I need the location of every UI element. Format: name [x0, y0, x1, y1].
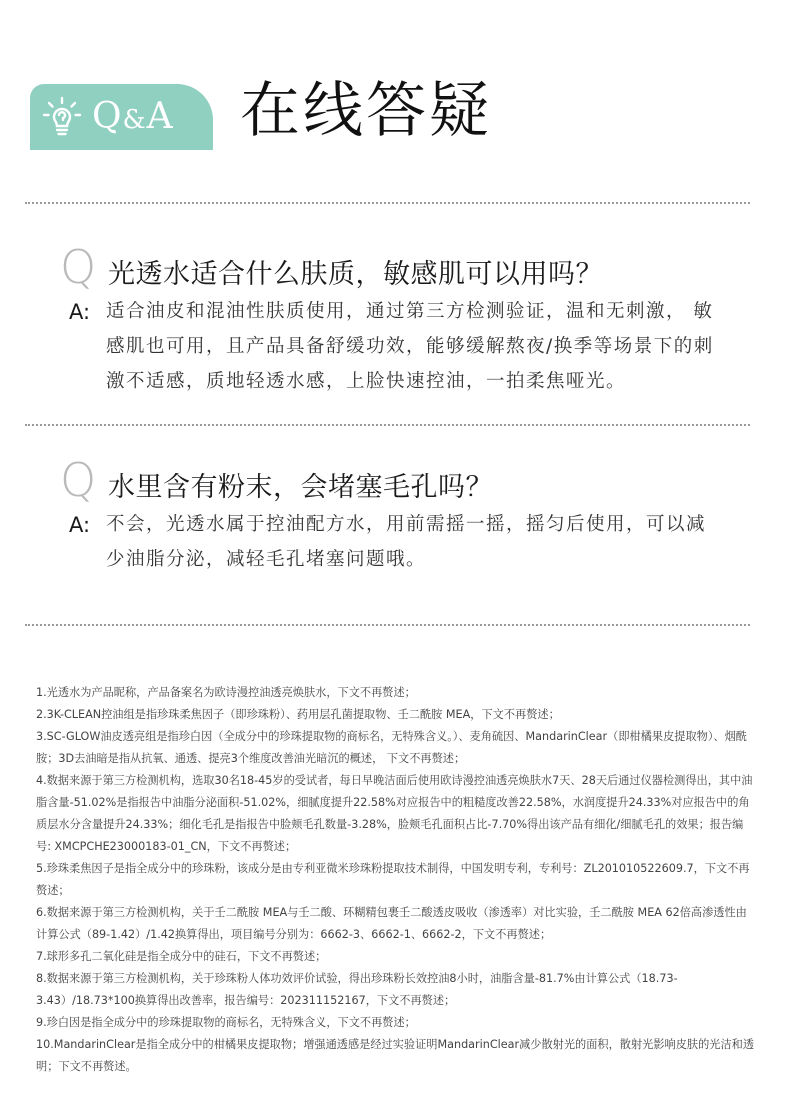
divider — [25, 424, 750, 426]
qa-badge — [30, 84, 213, 150]
footnote: 10.MandarinClear是指全成分中的柑橘果皮提取物；增强通透感是经过实验证明MandarinClear减少散射光的面积，散射光影响皮肤的光洁和透明；下文不再赘述。 — [36, 1038, 755, 1073]
divider — [25, 202, 750, 204]
footnote: 8.数据来源于第三方检测机构，关于珍珠粉人体功效评价试验，得出珍珠粉长效控油8小时，油脂含量-81.7%由计算公式（18.73-3.43）/18.73*100换算得出改善率，报告编号：202311152167，下文不再赘述； — [36, 972, 678, 1007]
lightbulb-icon — [38, 93, 86, 141]
badge-text: Q&A — [92, 96, 174, 137]
page-title: 在线答疑 — [240, 76, 492, 146]
question-mark: Q — [60, 240, 97, 294]
divider — [25, 624, 750, 626]
footnote: 7.球形多孔二氧化硅是指全成分中的硅石，下文不再赘述； — [36, 950, 327, 963]
footnote: 2.3K-CLEAN控油组是指珍珠柔焦因子（即珍珠粉）、药用层孔菌提取物、壬二酰胺 MEA，下文不再赘述； — [36, 708, 560, 721]
question-text: 水里含有粉末，会堵塞毛孔吗？ — [108, 472, 493, 503]
footnote: 4.数据来源于第三方检测机构，选取30名18-45岁的受试者，每日早晚洁面后使用欧诗漫控油透亮焕肤水7天、28天后通过仪器检测得出，其中油脂含量-51.02%是指报告中油脂分泌面积-51.02%，细腻度提升22.58%对应报告中的粗糙度改善22.58%，水润度提升24.33%对应报告中的角质层水分含量提升24.33%；细化毛孔是指报告中脸颊毛孔数量-3.28%，脸颊毛孔面积占比-7.70%得出该产品有细化/细腻毛孔的效果；报告编号: XMCPCHE23000183-01_CN，下文不再赘述； — [36, 774, 753, 853]
footnote: 9.珍白因是指全成分中的珍珠提取物的商标名，无特殊含义，下文不再赘述； — [36, 1016, 416, 1029]
question-text: 光透水适合什么肤质，敏感肌可以用吗？ — [108, 259, 603, 290]
footnote: 3.SC-GLOW油皮透亮组是指珍白因（全成分中的珍珠提取物的商标名，无特殊含义。）、麦角硫因、MandarinClear（即柑橘果皮提取物）、烟酰胺；3D去油暗是指从抗氧、通透、提亮3个维度改善油光暗沉的概述， 下文不再赘述； — [36, 730, 747, 765]
answer-mark: A: — [69, 300, 91, 324]
answer-text: 不会，光透水属于控油配方水，用前需摇一摇，摇匀后使用，可以减少油脂分泌，减轻毛孔堵塞问题哦。 — [106, 514, 707, 570]
footnote: 5.珍珠柔焦因子是指全成分中的珍珠粉，该成分是由专利亚微米珍珠粉提取技术制得，中国发明专利，专利号：ZL201010522609.7，下文不再赘述； — [36, 862, 750, 897]
question-mark: Q — [60, 453, 97, 507]
answer-mark: A: — [69, 513, 91, 537]
footnotes — [36, 682, 756, 1078]
footnote: 1.光透水为产品昵称，产品备案名为欧诗漫控油透亮焕肤水，下文不再赘述； — [36, 686, 416, 699]
answer-text: 适合油皮和混油性肤质使用，通过第三方检测验证，温和无刺激， 敏感肌也可用，且产品具备舒缓功效，能够缓解熬夜/换季等场景下的刺激不适感，质地轻透水感，上脸快速控油，一拍柔焦哑光。 — [106, 301, 714, 392]
footnote: 6.数据来源于第三方检测机构，关于壬二酰胺 MEA与壬二酸、环糊精包裹壬二酸透皮吸收（渗透率）对比实验，壬二酰胺 MEA 62倍高渗透性由计算公式（89-1.42）/1.42换算得出，项目编号分别为：6662-3、6662-1、6662-2，下文不再赘述； — [36, 906, 747, 941]
header — [0, 0, 790, 200]
